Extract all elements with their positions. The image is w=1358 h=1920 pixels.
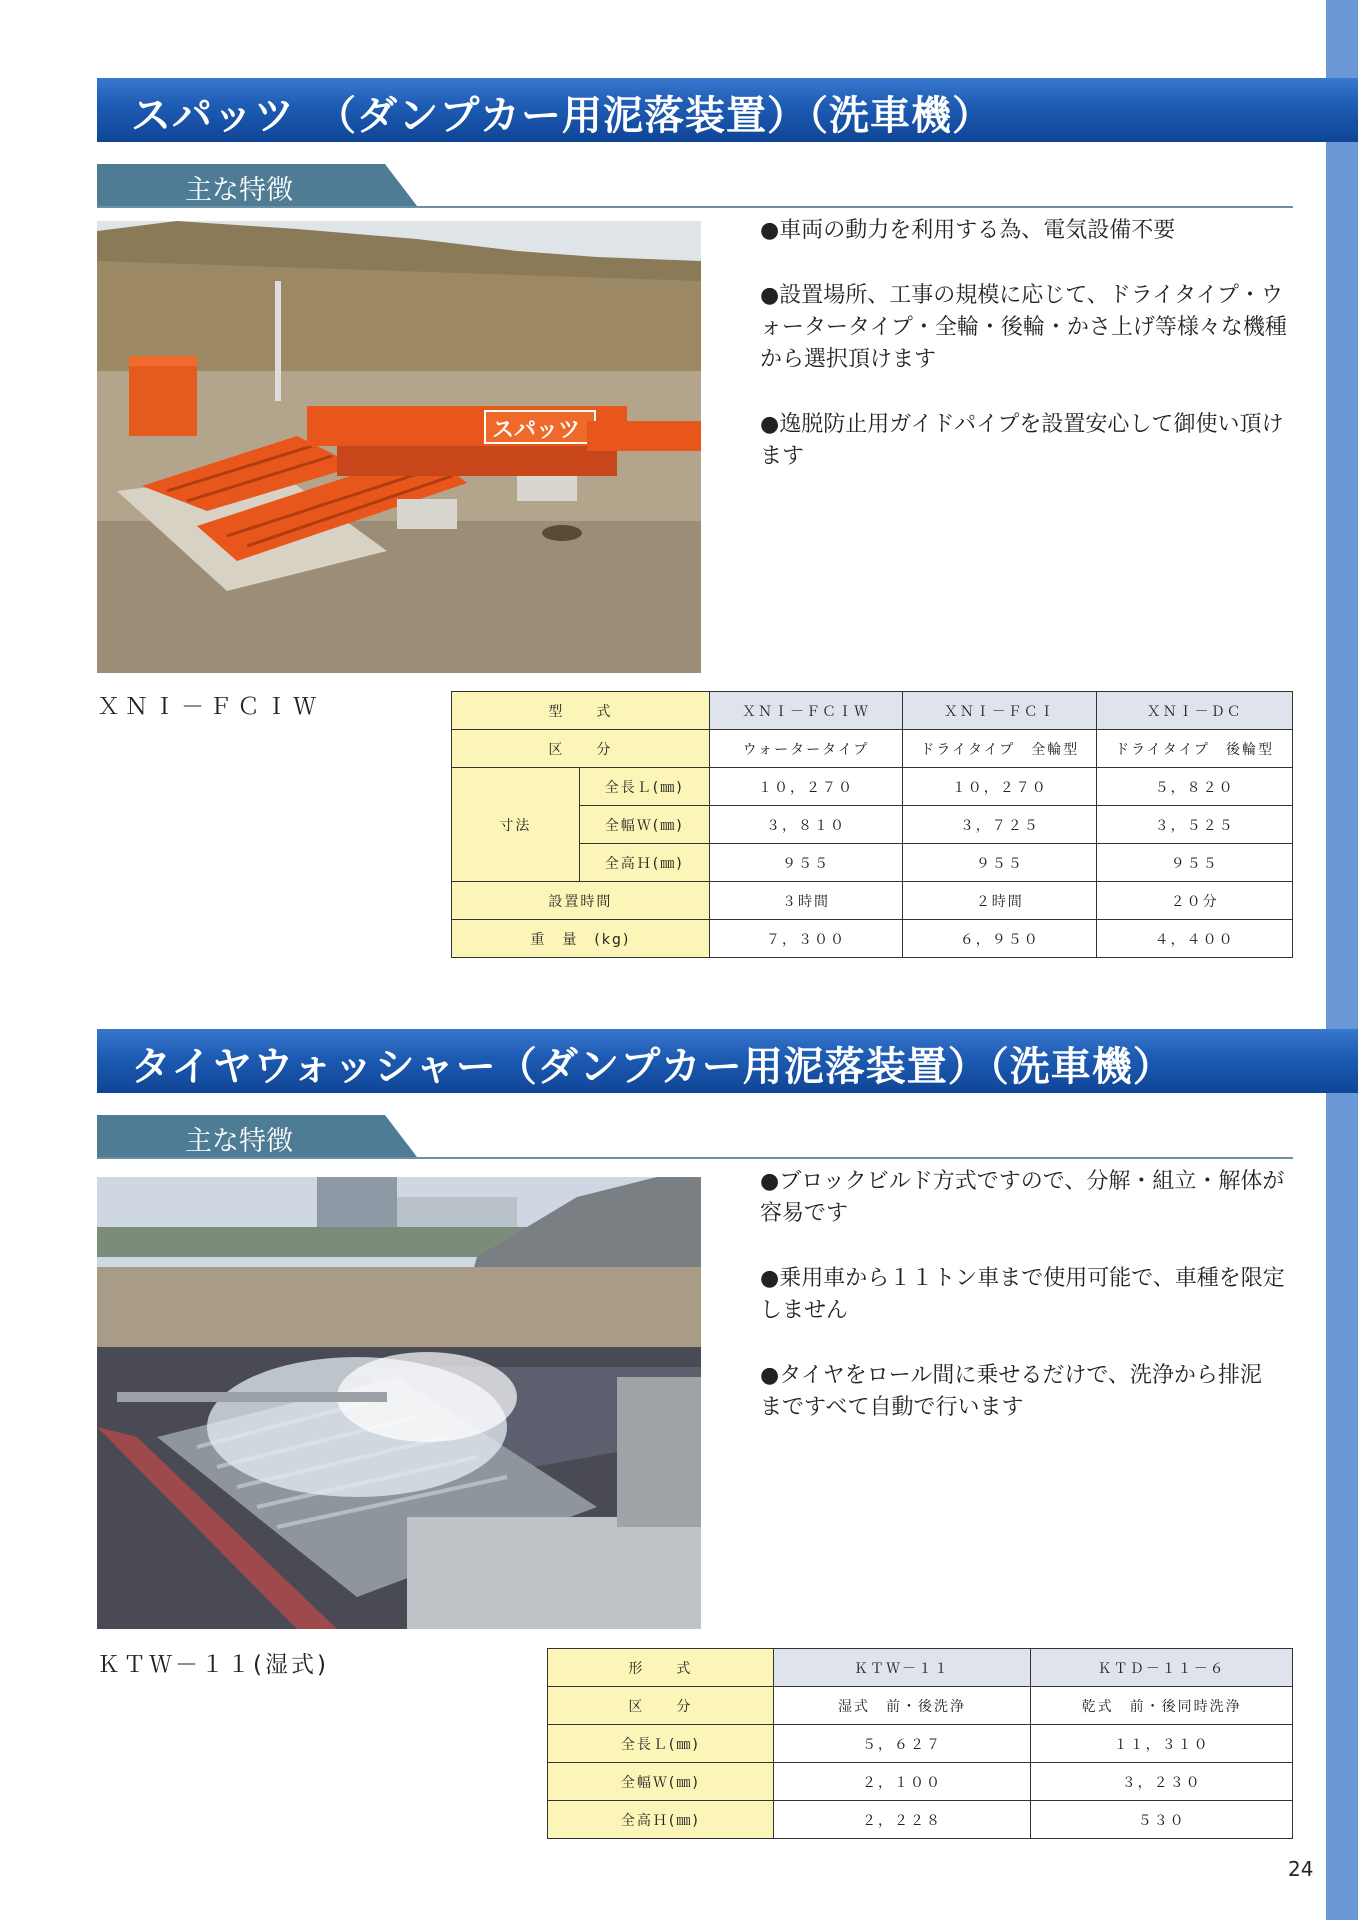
feature-bullet: ●車両の動力を利用する為、電気設備不要 xyxy=(760,218,1176,243)
table-label-cell: 区 分 xyxy=(452,730,710,768)
photo-sign-text: スパッツ xyxy=(492,418,581,443)
feature-bullet: ●設置場所、工事の規模に応じて、ドライタイプ・ウォータータイプ・全輪・後輪・かさ上げ等様々な機種から選択頂けます xyxy=(760,283,1287,372)
table-header-cell: ＫＴＤ－１１－６ xyxy=(1031,1649,1293,1687)
page-number: 24 xyxy=(1288,1857,1314,1881)
table-row xyxy=(452,692,1293,730)
table-label-cell: 全長Ｌ(㎜) xyxy=(548,1725,774,1763)
table-header-cell: 形 式 xyxy=(548,1649,774,1687)
section2-photo xyxy=(97,1177,701,1629)
section1-feature-list xyxy=(760,215,1300,506)
section1-spec-table xyxy=(451,691,1293,958)
table-cell: １１，３１０ xyxy=(1031,1725,1293,1763)
section2-feature-list xyxy=(760,1166,1306,1457)
side-accent-bar xyxy=(1326,0,1358,1920)
table-label-cell: 寸法 xyxy=(452,768,580,882)
section1-title-bar xyxy=(97,78,1358,142)
table-cell: ウォータータイプ xyxy=(709,730,903,768)
table-label-cell: 全長Ｌ(㎜) xyxy=(579,768,709,806)
section1-features-tab xyxy=(97,164,417,206)
table-cell: ２時間 xyxy=(903,882,1097,920)
feature-bullet: ●ブロックビルド方式ですので、分解・組立・解体が容易です xyxy=(760,1169,1285,1226)
table-header-cell: ＫＴＷ－１１ xyxy=(773,1649,1031,1687)
table-row xyxy=(452,882,1293,920)
section2-features-label: 主な特徴 xyxy=(185,1126,293,1157)
section1-photo xyxy=(97,221,701,673)
table-cell: ５，６２７ xyxy=(773,1725,1031,1763)
table-row xyxy=(548,1801,1293,1839)
table-cell: 湿式 前・後洗浄 xyxy=(773,1687,1031,1725)
table-cell: ５，８２０ xyxy=(1097,768,1293,806)
section2-title: タイヤウォッシャー（ダンプカー用泥落装置）（洗車機） xyxy=(131,1044,1174,1090)
table-cell: ７，３００ xyxy=(709,920,903,958)
table-row xyxy=(548,1725,1293,1763)
section1-features-label: 主な特徴 xyxy=(185,175,293,206)
table-label-cell: 区 分 xyxy=(548,1687,774,1725)
section2-photo-caption: ＫＴＷ－１１(湿式) xyxy=(97,1652,329,1678)
table-cell: ９５５ xyxy=(1097,844,1293,882)
table-cell: ドライタイプ 全輪型 xyxy=(903,730,1097,768)
table-cell: １０，２７０ xyxy=(709,768,903,806)
table-label-cell: 全高Ｈ(㎜) xyxy=(579,844,709,882)
section2-tab-underline xyxy=(97,1157,1293,1159)
table-cell: ２，１００ xyxy=(773,1763,1031,1801)
feature-bullet: ●乗用車から１１トン車まで使用可能で、車種を限定しません xyxy=(760,1266,1285,1323)
table-cell: ３，２３０ xyxy=(1031,1763,1293,1801)
table-row xyxy=(452,730,1293,768)
table-row xyxy=(548,1763,1293,1801)
table-header-cell: ＸＮＩ－ＦＣＩ xyxy=(903,692,1097,730)
table-label-cell: 設置時間 xyxy=(452,882,710,920)
section2-title-bar xyxy=(97,1029,1358,1093)
table-header-cell: ＸＮＩ－ＦＣＩＷ xyxy=(709,692,903,730)
table-label-cell: 全幅Ｗ(㎜) xyxy=(579,806,709,844)
table-cell: ３，７２５ xyxy=(903,806,1097,844)
feature-bullet: ●逸脱防止用ガイドパイプを設置安心して御使い頂けます xyxy=(760,412,1284,469)
table-cell: ３，５２５ xyxy=(1097,806,1293,844)
section1-tab-underline xyxy=(97,206,1293,208)
table-cell: ３時間 xyxy=(709,882,903,920)
section1-photo-caption: ＸＮＩ－ＦＣＩＷ xyxy=(97,694,321,720)
table-row xyxy=(452,920,1293,958)
table-cell: ４，４００ xyxy=(1097,920,1293,958)
table-cell: ９５５ xyxy=(709,844,903,882)
section2-features-tab xyxy=(97,1115,417,1157)
table-cell: ５３０ xyxy=(1031,1801,1293,1839)
table-cell: 乾式 前・後同時洗浄 xyxy=(1031,1687,1293,1725)
table-cell: ６，９５０ xyxy=(903,920,1097,958)
table-label-cell: 重 量 (kg) xyxy=(452,920,710,958)
table-cell: ９５５ xyxy=(903,844,1097,882)
table-cell: ２０分 xyxy=(1097,882,1293,920)
table-row xyxy=(452,768,1293,806)
table-row xyxy=(548,1649,1293,1687)
table-cell: ３，８１０ xyxy=(709,806,903,844)
table-cell: １０，２７０ xyxy=(903,768,1097,806)
section1-title: スパッツ （ダンプカー用泥落装置）（洗車機） xyxy=(131,93,993,139)
feature-bullet: ●タイヤをロール間に乗せるだけで、洗浄から排泥 まですべて自動で行います xyxy=(760,1363,1306,1420)
table-cell: ２，２２８ xyxy=(773,1801,1031,1839)
section2-spec-table xyxy=(547,1648,1293,1839)
table-header-cell: 型 式 xyxy=(452,692,710,730)
table-cell: ドライタイプ 後輪型 xyxy=(1097,730,1293,768)
table-label-cell: 全幅Ｗ(㎜) xyxy=(548,1763,774,1801)
table-header-cell: ＸＮＩ－ＤＣ xyxy=(1097,692,1293,730)
table-label-cell: 全高Ｈ(㎜) xyxy=(548,1801,774,1839)
table-row xyxy=(548,1687,1293,1725)
